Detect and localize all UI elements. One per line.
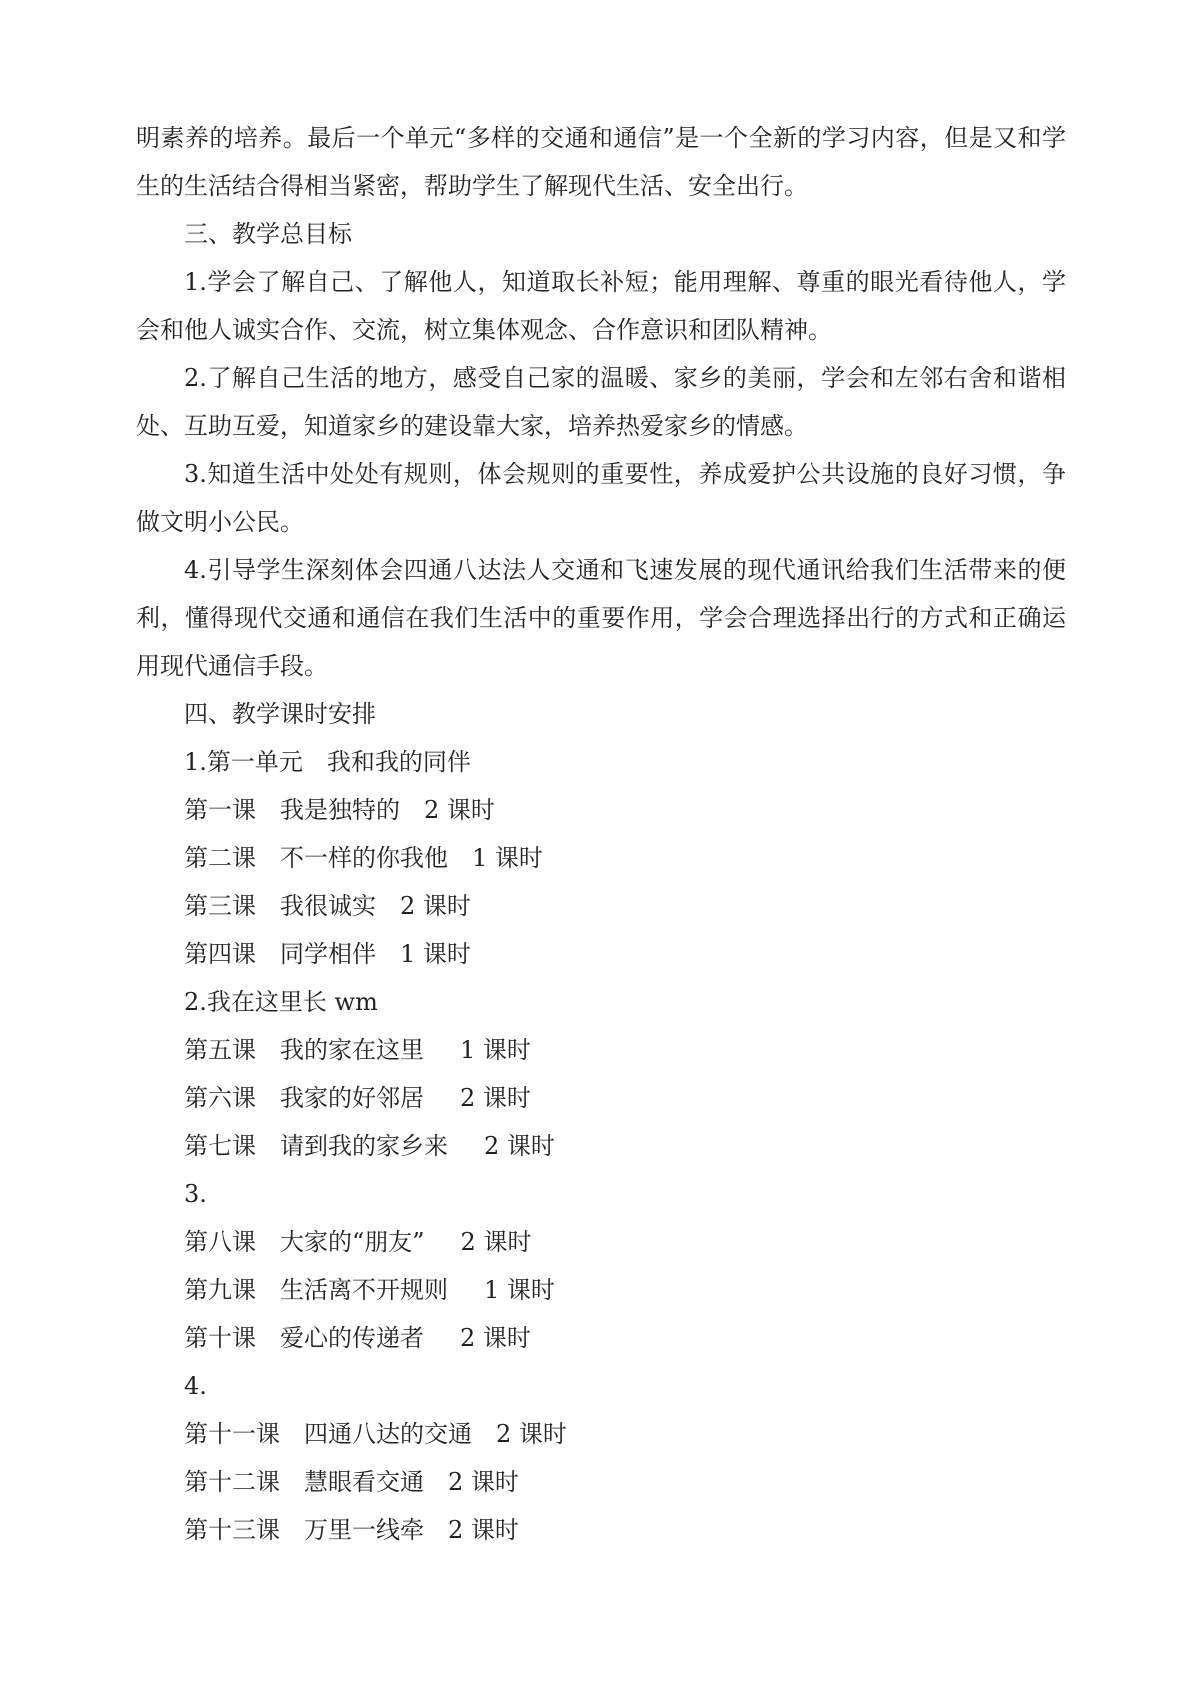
lesson-name: 第一课 (184, 796, 256, 824)
lesson-name: 第三课 (184, 892, 256, 920)
lesson-name: 第十三课 (184, 1516, 280, 1544)
intro-paragraph: 明素养的培养。最后一个单元“多样的交通和通信”是一个全新的学习内容，但是又和学生的生活结合得相当紧密，帮助学生了解现代生活、安全出行。 (136, 124, 1066, 200)
lesson-name: 第八课 (184, 1228, 256, 1256)
lesson-hours: 2 课时 (448, 1468, 519, 1496)
lesson-name: 第六课 (184, 1084, 256, 1112)
lesson-row (136, 1122, 1066, 1170)
lesson-topic: 不一样的你我他 (280, 844, 448, 872)
goal-2: 2.了解自己生活的地方，感受自己家的温暖、家乡的美丽，学会和左邻右舍和谐相处、互助互爱，知道家乡的建设靠大家，培养热爱家乡的情感。 (136, 364, 1066, 440)
lesson-hours: 1 课时 (472, 844, 543, 872)
lesson-hours: 1 课时 (400, 940, 471, 968)
lesson-hours: 1 课时 (460, 1036, 531, 1064)
lesson-name: 第十课 (184, 1324, 256, 1352)
lesson-row (136, 1266, 1066, 1314)
goal-3: 3.知道生活中处处有规则，体会规则的重要性，养成爱护公共设施的良好习惯，争做文明小公民。 (136, 460, 1066, 536)
lesson-topic: 请到我的家乡来 (280, 1132, 448, 1160)
lesson-topic: 爱心的传递者 (280, 1324, 424, 1352)
lesson-row (136, 1314, 1066, 1362)
lesson-row (136, 1458, 1066, 1506)
lesson-row (136, 882, 1066, 930)
lesson-hours: 2 课时 (448, 1516, 519, 1544)
lesson-topic: 慧眼看交通 (304, 1468, 424, 1496)
lesson-hours: 2 课时 (424, 796, 495, 824)
lesson-topic: 我家的好邻居 (280, 1084, 424, 1112)
lesson-row (136, 786, 1066, 834)
lesson-topic: 四通八达的交通 (304, 1420, 472, 1448)
lesson-row (136, 834, 1066, 882)
goal-1: 1.学会了解自己、了解他人，知道取长补短；能用理解、尊重的眼光看待他人，学会和他人诚实合作、交流，树立集体观念、合作意识和团队精神。 (136, 268, 1066, 344)
lesson-hours: 2 课时 (484, 1132, 555, 1160)
lesson-hours: 2 课时 (460, 1228, 532, 1256)
lesson-row (136, 1506, 1066, 1554)
lesson-topic: 生活离不开规则 (280, 1276, 448, 1304)
lesson-row (136, 1410, 1066, 1458)
document-body (136, 114, 1066, 1554)
lesson-name: 第四课 (184, 940, 256, 968)
lesson-topic: 万里一线牵 (304, 1516, 424, 1544)
lesson-name: 第七课 (184, 1132, 256, 1160)
lesson-row (136, 1074, 1066, 1122)
lesson-hours: 2 课时 (400, 892, 471, 920)
lesson-topic: 大家的“朋友” (280, 1228, 425, 1256)
lesson-name: 第二课 (184, 844, 256, 872)
lesson-row (136, 930, 1066, 978)
lesson-row (136, 1218, 1066, 1266)
lesson-topic: 我的家在这里 (280, 1036, 424, 1064)
lesson-topic: 同学相伴 (280, 940, 376, 968)
lesson-name: 第五课 (184, 1036, 256, 1064)
lesson-hours: 2 课时 (460, 1324, 531, 1352)
lesson-name: 第十二课 (184, 1468, 280, 1496)
unit-title: 3. (184, 1180, 207, 1208)
lesson-topic: 我很诚实 (280, 892, 376, 920)
lesson-name: 第九课 (184, 1276, 256, 1304)
section-3-heading: 三、教学总目标 (184, 220, 352, 248)
lesson-name: 第十一课 (184, 1420, 280, 1448)
lesson-hours: 1 课时 (484, 1276, 555, 1304)
section-4-heading: 四、教学课时安排 (184, 700, 376, 728)
lesson-row (136, 1026, 1066, 1074)
goal-4: 4.引导学生深刻体会四通八达法人交通和飞速发展的现代通讯给我们生活带来的便利，懂得现代交通和通信在我们生活中的重要作用，学会合理选择出行的方式和正确运用现代通信手段。 (136, 556, 1066, 680)
unit-title: 4. (184, 1372, 207, 1400)
lesson-topic: 我是独特的 (280, 796, 400, 824)
lesson-hours: 2 课时 (496, 1420, 567, 1448)
unit-title: 2.我在这里长 wm (184, 988, 378, 1016)
unit-title: 1.第一单元 我和我的同伴 (184, 748, 471, 776)
lesson-hours: 2 课时 (460, 1084, 531, 1112)
